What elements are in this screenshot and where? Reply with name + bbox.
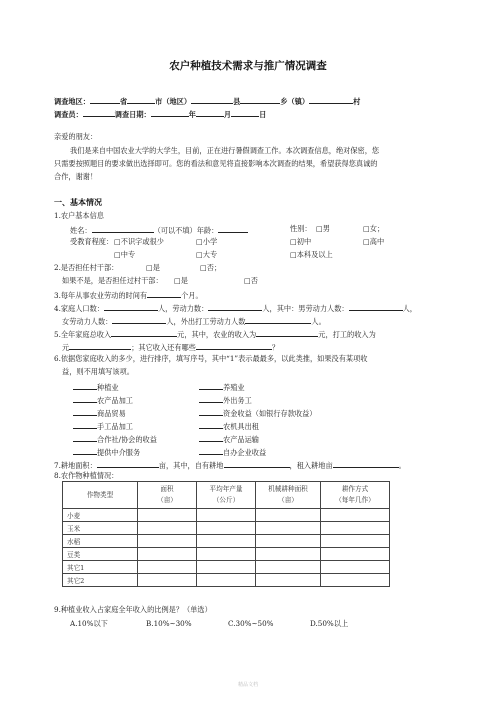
town-blank[interactable]: [240, 96, 280, 104]
q9-option-b[interactable]: B.10%~30%: [146, 619, 192, 628]
table-row: [63, 561, 390, 574]
edu-option-secondary[interactable]: □中专: [114, 250, 136, 259]
yield-input[interactable]: [197, 522, 256, 535]
crop-cell: 小麦: [63, 509, 138, 522]
q9-option-a[interactable]: A.10%以下: [70, 619, 108, 628]
q1-name-row: [70, 225, 248, 234]
table-row: [63, 574, 390, 587]
city-blank[interactable]: [127, 96, 155, 104]
q6-item-row: [73, 447, 140, 456]
q9-option-c[interactable]: C.30%~50%: [228, 619, 274, 628]
document-title: 农户种植技术需求与推广情况调查: [169, 60, 327, 72]
surveyor-label: 调查员：: [54, 110, 83, 119]
own-land-blank[interactable]: [224, 460, 290, 468]
q7-row: [54, 460, 406, 469]
crop-table: [62, 481, 390, 587]
col-header-method: 耕作方式 （每年几作）: [321, 482, 390, 509]
col-header-yield: 平均年产量 （公斤）: [197, 482, 256, 509]
q9-option-d[interactable]: D.50%以上: [310, 619, 349, 628]
crop-cell: 玉米: [63, 522, 138, 535]
rank-blank[interactable]: [73, 434, 97, 442]
q7-end: 。: [398, 461, 406, 470]
machine-input[interactable]: [256, 561, 321, 574]
region-label: 调查地区：: [54, 97, 90, 106]
q3-unit: 个月。: [181, 291, 203, 300]
method-input[interactable]: [321, 548, 390, 561]
q4-migrant-label: 人，外出打工劳动力人数: [166, 317, 246, 326]
education-label: 受教育程度：: [70, 237, 114, 246]
yield-input[interactable]: [197, 509, 256, 522]
months-blank[interactable]: [147, 290, 181, 298]
rank-blank[interactable]: [73, 421, 97, 429]
province-blank[interactable]: [90, 96, 120, 104]
crop-cell: 水稻: [63, 535, 138, 548]
q6-line-2: 益，则不用填写该项。: [62, 367, 134, 376]
q4-household-label: 4.家庭人口数：: [54, 304, 104, 313]
edu-option-primary[interactable]: □小学: [196, 237, 218, 246]
machine-input[interactable]: [256, 574, 321, 587]
rank-item-label: 农产品加工: [97, 396, 133, 405]
rank-item-label: 养殖业: [223, 383, 245, 392]
edu-option-college[interactable]: □大专: [196, 250, 218, 259]
machine-input[interactable]: [256, 548, 321, 561]
q5-other-label: ；其它收入还有哪些: [131, 343, 196, 352]
machine-input[interactable]: [256, 522, 321, 535]
q6-item-row: [73, 408, 126, 417]
rank-item-label: 种植业: [97, 383, 119, 392]
q2-sub: 如果不是，是否担任过村干部：: [62, 276, 163, 285]
q1-title: 1.农户基本信息: [54, 211, 104, 220]
edu-option-senior[interactable]: □高中: [363, 237, 385, 246]
month-label: 月: [223, 110, 232, 119]
footer-watermark: 精品文档: [237, 682, 258, 688]
town-label: 乡（镇）: [280, 97, 310, 106]
yield-input[interactable]: [197, 535, 256, 548]
intro-line-3: 合作，谢谢！: [54, 172, 98, 181]
male-labor-blank[interactable]: [349, 303, 403, 311]
q6-item-row: [73, 434, 157, 443]
q4-male-label: 人，其中：男劳动力人数：: [262, 304, 349, 313]
q2-no-checkbox[interactable]: □否；: [200, 263, 222, 272]
q6-item-row: [73, 395, 133, 404]
village-blank[interactable]: [309, 96, 353, 104]
q6-item-row: [199, 395, 252, 404]
rank-item-label: 商品贸易: [97, 409, 126, 418]
yield-input[interactable]: [197, 561, 256, 574]
q4-row-2: [62, 316, 326, 325]
rank-blank[interactable]: [199, 395, 223, 403]
q2-yes-checkbox[interactable]: □是: [146, 263, 160, 272]
table-row: [63, 509, 390, 522]
q4-end: 人。: [311, 317, 326, 326]
survey-region-line: [54, 96, 360, 105]
area-input[interactable]: [138, 561, 197, 574]
table-row: [63, 535, 390, 548]
rank-blank[interactable]: [73, 395, 97, 403]
rank-blank[interactable]: [199, 447, 223, 455]
table-row: [63, 548, 390, 561]
female-labor-blank[interactable]: [112, 316, 166, 324]
labor-blank[interactable]: [208, 303, 262, 311]
q7-rent-label: ，租入耕地亩: [289, 461, 333, 470]
rank-blank[interactable]: [199, 434, 223, 442]
total-income-blank[interactable]: [111, 329, 177, 337]
q5-row-1: [54, 329, 376, 338]
q4-row-1: [54, 303, 417, 312]
surveyor-line: [54, 109, 266, 118]
area-input[interactable]: [138, 548, 197, 561]
crop-cell: 其它2: [63, 574, 138, 587]
surveyor-blank[interactable]: [83, 109, 115, 117]
col-header-machine: 机械耕种面积 （亩）: [256, 482, 321, 509]
edu-option-junior[interactable]: □初中: [290, 237, 312, 246]
area-input[interactable]: [138, 535, 197, 548]
method-input[interactable]: [321, 535, 390, 548]
month-blank[interactable]: [196, 109, 224, 117]
rank-item-label: 合作社/协会的收益: [97, 435, 157, 444]
q2-sub-no-checkbox[interactable]: □否: [244, 276, 258, 285]
rank-item-label: 资金收益（如银行存款收益）: [223, 409, 317, 418]
method-input[interactable]: [321, 561, 390, 574]
q6-item-row: [199, 447, 266, 456]
age-blank[interactable]: [218, 225, 248, 233]
day-blank[interactable]: [231, 109, 259, 117]
q5-row-2: [62, 342, 279, 351]
household-blank[interactable]: [104, 303, 158, 311]
other-income-blank[interactable]: [196, 342, 272, 350]
county-label: 县: [233, 97, 241, 106]
crop-cell: 豆类: [63, 548, 138, 561]
q6-line-1: 6.依据您家庭收入的多少，进行排序，填写序号，其中“1”表示最最多，以此类推，如果没有某项收: [54, 354, 368, 363]
rank-blank[interactable]: [199, 421, 223, 429]
name-blank[interactable]: [92, 225, 154, 233]
q2-title: 2.是否担任村干部：: [54, 263, 119, 272]
method-input[interactable]: [321, 574, 390, 587]
year-blank[interactable]: [151, 109, 189, 117]
greeting: 亲爱的朋友：: [54, 132, 98, 141]
area-input[interactable]: [138, 509, 197, 522]
method-input[interactable]: [321, 522, 390, 535]
q5-total-label: 5.全年家庭总收入: [54, 330, 112, 339]
yield-input[interactable]: [197, 548, 256, 561]
q6-item-row: [199, 421, 259, 430]
rank-blank[interactable]: [199, 382, 223, 390]
name-label: 姓名：: [70, 226, 92, 235]
q4-unit: 人，: [402, 304, 417, 313]
edu-option-bachelor[interactable]: □本科及以上: [290, 250, 333, 259]
q2-sub-yes-checkbox[interactable]: □是: [174, 276, 188, 285]
q7-area-label: 7.耕地面积：: [54, 461, 97, 470]
edu-option-illiterate[interactable]: □不识字或很少: [114, 237, 164, 246]
rank-blank[interactable]: [73, 382, 97, 390]
area-input[interactable]: [138, 574, 197, 587]
rank-blank[interactable]: [199, 408, 223, 416]
q5-agri-label: 元，其中，农业的收入为: [177, 330, 257, 339]
machine-input[interactable]: [256, 535, 321, 548]
method-input[interactable]: [321, 509, 390, 522]
q6-item-row: [199, 382, 245, 391]
land-area-blank[interactable]: [97, 460, 159, 468]
rented-land-blank[interactable]: [333, 460, 399, 468]
rank-item-label: 农机具出租: [223, 422, 259, 431]
age-label: （可以不填）年龄：: [153, 226, 219, 235]
q4-female-label: 女劳动力人数：: [62, 317, 113, 326]
village-label: 村: [353, 97, 361, 106]
q4-labor-label: 人，劳动力数：: [157, 304, 209, 313]
rank-item-label: 提供中介服务: [97, 448, 141, 457]
q6-item-row: [73, 421, 133, 430]
q5-work-label: 元，打工的收入为: [318, 330, 376, 339]
date-label: 调查日期：: [114, 110, 151, 119]
q3-text: 3.每年从事农业劳动的时间有: [54, 291, 148, 300]
female-checkbox[interactable]: □女；: [363, 224, 385, 233]
q6-item-row: [199, 434, 259, 443]
male-checkbox[interactable]: □男: [316, 224, 330, 233]
rank-item-label: 外出务工: [223, 396, 252, 405]
rank-item-label: 手工品加工: [97, 422, 133, 431]
agri-income-blank[interactable]: [256, 329, 318, 337]
q6-item-row: [73, 382, 119, 391]
migrant-labor-blank[interactable]: [245, 316, 311, 324]
year-label: 年: [188, 110, 196, 119]
work-income-blank[interactable]: [69, 342, 131, 350]
rank-item-label: 农产品运输: [223, 435, 259, 444]
yield-input[interactable]: [197, 574, 256, 587]
q3-row: [54, 290, 203, 299]
col-header-area: 面积 （亩）: [138, 482, 197, 509]
gender-label: 性别：: [290, 224, 312, 233]
q7-own-label: 亩，其中，自有耕地: [158, 461, 224, 470]
crop-cell: 其它1: [63, 561, 138, 574]
q6-item-row: [199, 408, 316, 417]
section-heading: 一、基本情况: [54, 198, 102, 207]
rank-item-label: 自办企业收益: [223, 448, 267, 457]
day-label: 日: [259, 110, 267, 119]
table-row: [63, 522, 390, 535]
q9-title: 9.种植业收入占家庭全年收入的比例是？（单选）: [54, 605, 212, 614]
q8-title: 8.农作物种植情况：: [54, 471, 119, 480]
col-header-crop: 作物类型: [63, 482, 138, 509]
machine-input[interactable]: [256, 509, 321, 522]
q5-end: ？: [271, 343, 280, 352]
rank-blank[interactable]: [73, 408, 97, 416]
intro-line-1: 我们是来自中国农业大学的大学生，目前，正在进行暑假调查工作。本次调查信息，绝对保密，您: [70, 146, 380, 155]
rank-blank[interactable]: [73, 447, 97, 455]
province-label: 省: [119, 97, 128, 106]
q5-unit: 元: [62, 343, 70, 352]
county-blank[interactable]: [191, 96, 233, 104]
city-label: 市（地区）: [155, 97, 192, 106]
intro-line-2: 只需要按照题目的要求做出选择即可。您的看法和意见将直接影响本次调查的结果，希望获得您真诚的: [54, 159, 378, 168]
table-header-row: [63, 482, 390, 509]
area-input[interactable]: [138, 522, 197, 535]
